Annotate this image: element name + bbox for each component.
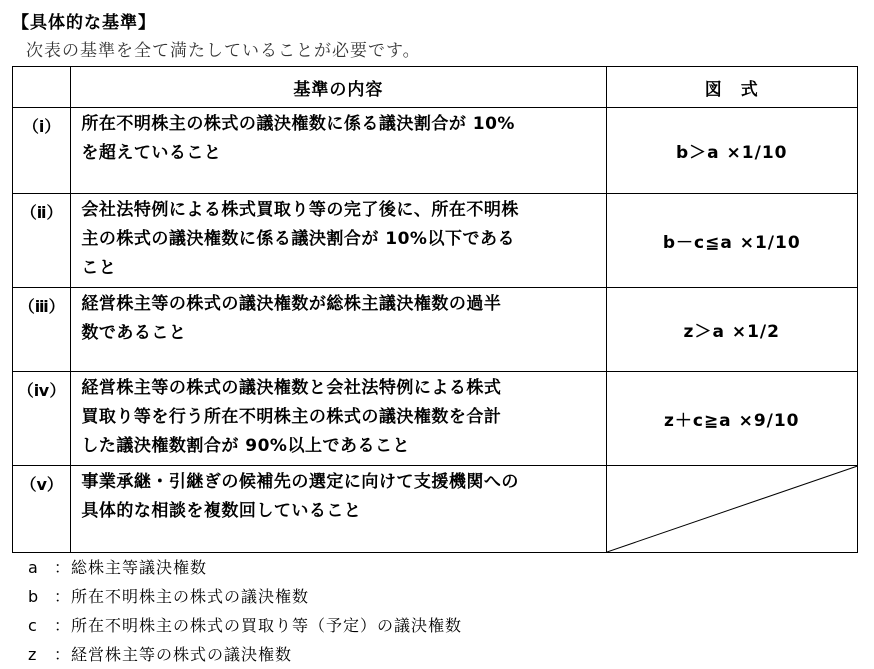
criterion-formula: b－c≦a ×1/10 bbox=[606, 194, 858, 288]
legend-item bbox=[28, 640, 462, 669]
table-header-row bbox=[13, 67, 858, 108]
row-number: （ⅱ） bbox=[13, 194, 71, 288]
intro-text: 次表の基準を全て満たしていることが必要です。 bbox=[26, 41, 421, 61]
criterion-text bbox=[71, 466, 606, 553]
legend-variable: b bbox=[28, 587, 40, 606]
legend-item bbox=[28, 611, 462, 640]
criterion-line: 事業承継・引継ぎの候補先の選定に向けて支援機関への bbox=[81, 472, 519, 492]
diagonal-slash bbox=[607, 466, 858, 552]
criterion-text bbox=[71, 372, 606, 466]
legend-description: ：経営株主等の株式の議決権数 bbox=[54, 645, 293, 664]
header-no bbox=[13, 67, 71, 108]
legend-description: ：総株主等議決権数 bbox=[54, 558, 208, 577]
row-number: （ⅳ） bbox=[13, 372, 71, 466]
header-content: 基準の内容 bbox=[71, 67, 606, 108]
legend-variable: z bbox=[28, 645, 38, 664]
criterion-line: こと bbox=[81, 258, 117, 278]
criterion-formula: z＋c≧a ×9/10 bbox=[606, 372, 858, 466]
criterion-line: 具体的な相談を複数回していること bbox=[81, 501, 362, 521]
criterion-line: 会社法特例による株式買取り等の完了後に、所在不明株 bbox=[81, 200, 519, 220]
legend-variable: a bbox=[28, 558, 39, 577]
criterion-line: 買取り等を行う所在不明株主の株式の議決権数を合計 bbox=[81, 407, 502, 427]
criterion-line: 数であること bbox=[81, 323, 187, 343]
legend-item bbox=[28, 553, 462, 582]
table-row bbox=[13, 466, 858, 553]
legend-variable: c bbox=[28, 616, 38, 635]
criterion-text bbox=[71, 288, 606, 372]
criterion-line: した議決権数割合が 90%以上であること bbox=[81, 436, 410, 456]
criterion-formula: b＞a ×1/10 bbox=[606, 108, 858, 194]
criterion-text bbox=[71, 108, 606, 194]
legend-description: ：所在不明株主の株式の議決権数 bbox=[54, 587, 310, 606]
criteria-table bbox=[12, 66, 858, 553]
criterion-line: 経営株主等の株式の議決権数と会社法特例による株式 bbox=[81, 378, 502, 398]
table-row bbox=[13, 108, 858, 194]
table-row bbox=[13, 194, 858, 288]
row-number: （ⅰ） bbox=[13, 108, 71, 194]
table-row bbox=[13, 288, 858, 372]
row-number: （ⅲ） bbox=[13, 288, 71, 372]
criterion-formula: z＞a ×1/2 bbox=[606, 288, 858, 372]
section-heading: 【具体的な基準】 bbox=[12, 13, 156, 33]
row-number: （ⅴ） bbox=[13, 466, 71, 553]
criterion-line: 主の株式の議決権数に係る議決割合が 10%以下である bbox=[81, 229, 515, 249]
criterion-text bbox=[71, 194, 606, 288]
header-formula: 図 式 bbox=[606, 67, 858, 108]
legend bbox=[28, 553, 462, 669]
table-row bbox=[13, 372, 858, 466]
empty-formula-cell bbox=[606, 466, 858, 553]
legend-item bbox=[28, 582, 462, 611]
legend-description: ：所在不明株主の株式の買取り等（予定）の議決権数 bbox=[54, 616, 463, 635]
criterion-line: を超えていること bbox=[81, 143, 222, 163]
criterion-line: 所在不明株主の株式の議決権数に係る議決割合が 10% bbox=[81, 114, 515, 134]
criterion-line: 経営株主等の株式の議決権数が総株主議決権数の過半 bbox=[81, 294, 502, 314]
